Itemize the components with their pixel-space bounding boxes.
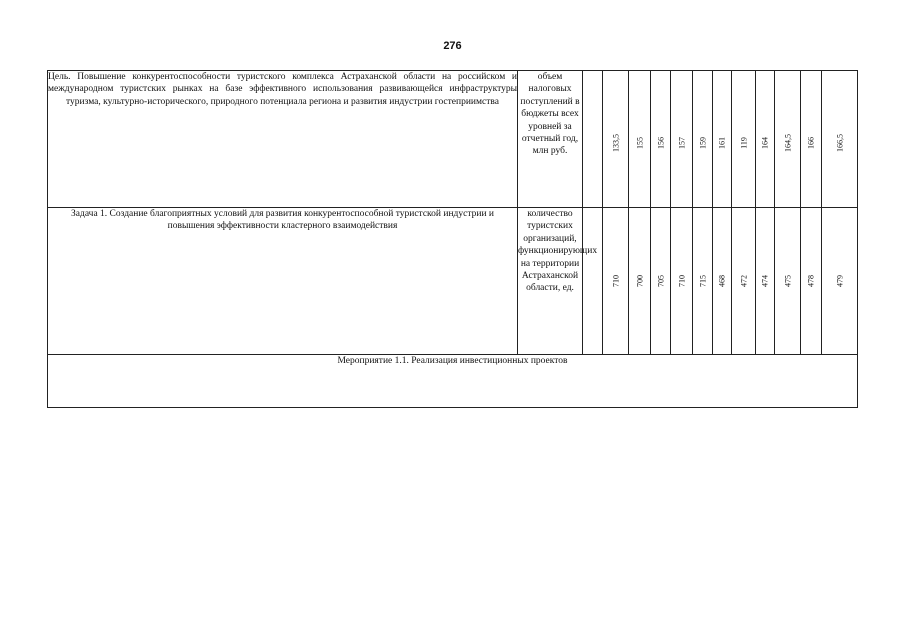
value-cell: 159	[693, 71, 713, 208]
value-cell: 166,5	[822, 71, 858, 208]
value-cell: 161	[713, 71, 732, 208]
value-cell: 164	[756, 71, 775, 208]
value-cell: 166	[801, 71, 822, 208]
value-cell: 468	[713, 208, 732, 355]
goal-description: Цель. Повышение конкурентоспособности туристского комплекса Астраханской области на российском и международном туристских рынках на базе эффективного использования развивающейся инфраструктуры туризма, культурно-исторического, природного потенциала региона и развития индустрии гостеприимства	[48, 71, 518, 208]
value-cell	[583, 208, 603, 355]
value-cell: 700	[629, 208, 651, 355]
table-row-goal	[48, 71, 858, 208]
goal-indicator: объем налоговых поступлений в бюджеты всех уровней за отчетный год, млн руб.	[518, 71, 583, 208]
value-cell: 710	[671, 208, 693, 355]
value-cell: 710	[603, 208, 629, 355]
value-cell: 157	[671, 71, 693, 208]
value-cell: 705	[651, 208, 671, 355]
value-cell: 715	[693, 208, 713, 355]
table-row-event	[48, 355, 858, 408]
table-row-task	[48, 208, 858, 355]
value-cell: 133,5	[603, 71, 629, 208]
value-cell: 475	[775, 208, 801, 355]
event-title: Мероприятие 1.1. Реализация инвестиционных проектов	[48, 355, 858, 408]
indicators-table	[47, 70, 858, 408]
task-indicator: количество туристских организаций, функционирующих на территории Астраханской области, ед.	[518, 208, 583, 355]
value-cell: 164,5	[775, 71, 801, 208]
value-cell	[583, 71, 603, 208]
value-cell: 156	[651, 71, 671, 208]
task-description: Задача 1. Создание благоприятных условий для развития конкурентоспособной туристской индустрии и повышения эффективности кластерного взаимодействия	[48, 208, 518, 355]
value-cell: 119	[732, 71, 756, 208]
value-cell: 479	[822, 208, 858, 355]
value-cell: 472	[732, 208, 756, 355]
page-number: 276	[443, 40, 462, 52]
value-cell: 155	[629, 71, 651, 208]
value-cell: 474	[756, 208, 775, 355]
value-cell: 478	[801, 208, 822, 355]
